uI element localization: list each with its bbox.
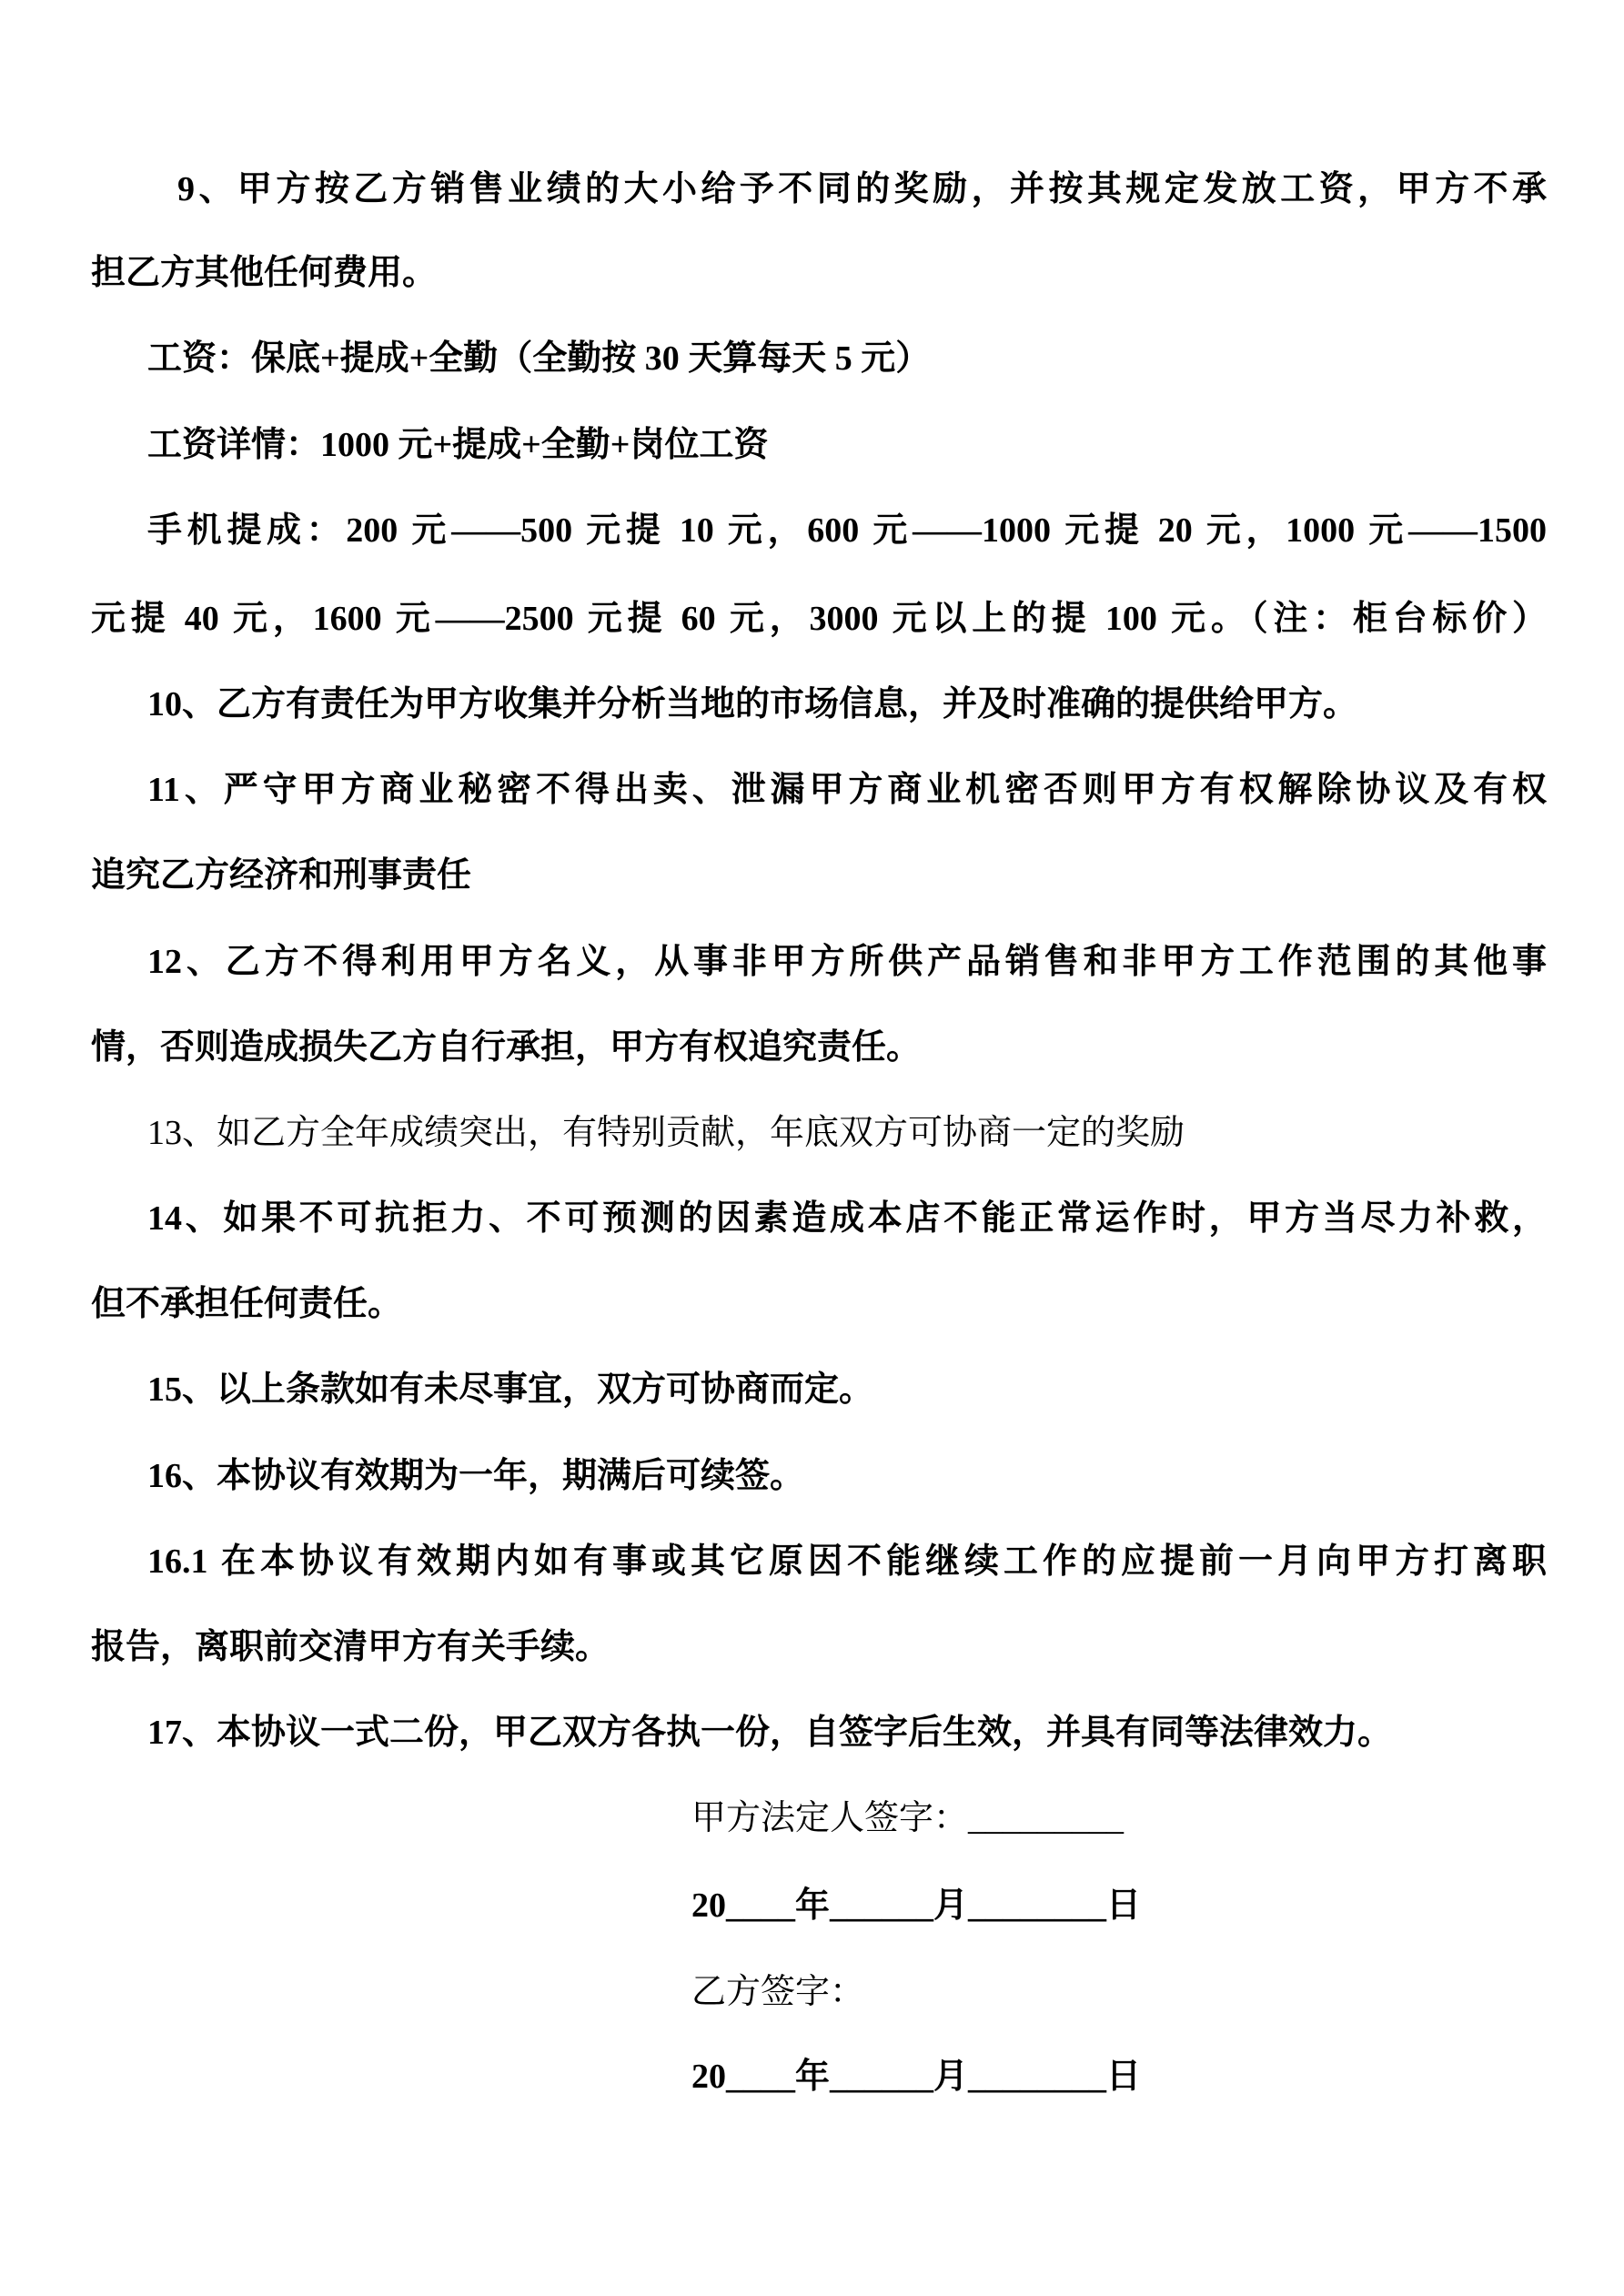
clause-14-line-2: 但不承担任何责任。 bbox=[91, 1285, 403, 1323]
party-a-signature-blank[interactable]: _________ bbox=[968, 1799, 1125, 1837]
clause-11-line-2: 追究乙方经济和刑事责任 bbox=[91, 856, 472, 895]
party-a-signature-label: 甲方法定人签字： bbox=[691, 1799, 969, 1837]
salary-structure: 工资：保底+提成+全勤（全勤按 30 天算每天 5 元） bbox=[147, 339, 931, 378]
phone-commission-line-1: 手机提成：200 元——500 元提 10 元，600 元——1000 元提 20 元，1000 元——1500 bbox=[147, 511, 1547, 550]
clause-13: 13、如乙方全年成绩突出，有特别贡献，年底双方可协商一定的奖励 bbox=[147, 1114, 1185, 1152]
clause-17: 17、本协议一式二份，甲乙双方各执一份，自签字后生效，并具有同等法律效力。 bbox=[147, 1714, 1393, 1752]
party-b-date[interactable]: 20____年______月________日 bbox=[691, 2058, 1142, 2096]
clause-10: 10、乙方有责任为甲方收集并分析当地的市场信息，并及时准确的提供给甲方。 bbox=[147, 685, 1358, 723]
clause-12-line-1: 12、乙方不得利用甲方名义，从事非甲方所供产品销售和非甲方工作范围的其他事 bbox=[147, 943, 1547, 981]
clause-16: 16、本协议有效期为一年，期满后可续签。 bbox=[147, 1457, 805, 1495]
salary-details: 工资详情：1000 元+提成+全勤+岗位工资 bbox=[147, 426, 769, 464]
clause-16-1-line-1: 16.1 在本协议有效期内如有事或其它原因不能继续工作的应提前一月向甲方打离职 bbox=[147, 1542, 1547, 1581]
clause-14-line-1: 14、如果不可抗拒力、不可预测的因素造成本店不能正常运作时，甲方当尽力补救， bbox=[147, 1199, 1547, 1238]
clause-11-line-1: 11、严守甲方商业秘密不得出卖、泄漏甲方商业机密否则甲方有权解除协议及有权 bbox=[147, 771, 1547, 809]
clause-16-1-line-2: 报告，离职前交清甲方有关手续。 bbox=[91, 1628, 610, 1666]
party-a-signature bbox=[691, 1793, 1124, 1844]
party-b-signature-label: 乙方签字： bbox=[691, 1973, 865, 2011]
clause-15: 15、以上条款如有未尽事宜，双方可协商而定。 bbox=[147, 1371, 874, 1409]
phone-commission-line-2: 元提 40 元，1600 元——2500 元提 60 元，3000 元以上的提 100 元。（注：柜台标价） bbox=[91, 600, 1547, 638]
clause-9-line-1: 9、甲方按乙方销售业绩的大小给予不同的奖励，并按其规定发放工资，甲方不承 bbox=[177, 170, 1547, 208]
clause-9-line-2: 担乙方其他任何费用。 bbox=[91, 254, 438, 292]
clause-12-line-2: 情，否则造成损失乙方自行承担，甲方有权追究责任。 bbox=[91, 1028, 922, 1067]
party-a-date[interactable]: 20____年______月________日 bbox=[691, 1886, 1142, 1925]
